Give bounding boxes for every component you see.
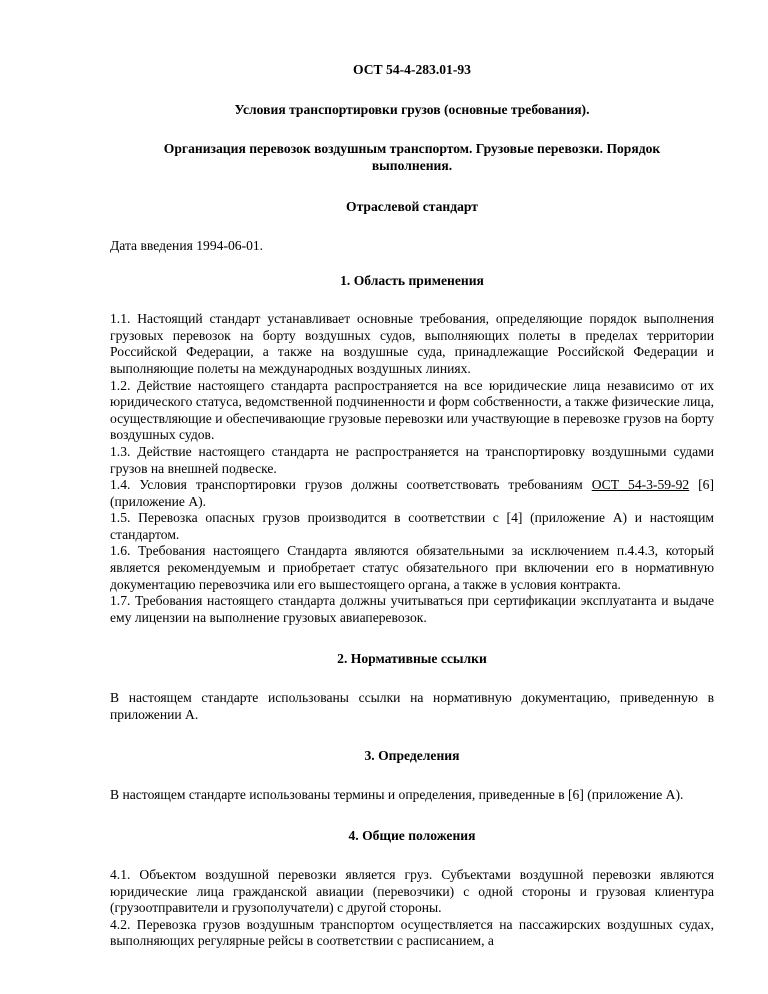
paragraph-3: В настоящем стандарте использованы термины и определения, приведенные в [6] (приложение А). [110, 786, 684, 802]
section-1-body [110, 311, 714, 626]
paragraph-1-2: 1.2. Действие настоящего стандарта распространяется на все юридические лица независимо от их юридического статуса, ведомственной подчиненности и форм собственности, а также физические лица, осуществляющие и обеспечивающие грузовые перевозки или участвующие в перевозке грузов на борту воздушных судов. [110, 377, 714, 443]
document-org-title: Организация перевозок воздушным транспортом. Грузовые перевозки. Порядок выполнения. [163, 141, 661, 173]
document-subtitle: Условия транспортировки грузов (основные требования). [234, 101, 590, 117]
document-page [110, 62, 714, 950]
section-2-body [110, 690, 714, 723]
paragraph-1-3: 1.3. Действие настоящего стандарта не распространяется на транспортировку воздушными судами грузов на внешней подвеске. [110, 443, 714, 476]
paragraph-1-6: 1.6. Требования настоящего Стандарта являются обязательными за исключением п.4.4.3, который является рекомендуемым и приобретает статус обязательного при включении его в нормативную документацию перевозчика или его вышестоящего органа, а также в условия контракта. [110, 543, 714, 592]
section-2-title: 2. Нормативные ссылки [337, 651, 487, 667]
section-3-title: 3. Определения [364, 748, 460, 764]
paragraph-1-4-text: 1.4. Условия транспортировки грузов должны соответствовать требованиям [110, 477, 592, 493]
paragraph-1-4-tail: [6] (приложение А). [110, 477, 715, 509]
section-1-title: 1. Область применения [340, 272, 484, 288]
date-intro: Дата введения 1994-06-01. [110, 237, 264, 253]
section-3-body [110, 787, 714, 804]
section-4-body [110, 867, 714, 950]
standard-type: Отраслевой стандарт [346, 199, 478, 215]
paragraph-1-1: 1.1. Настоящий стандарт устанавливает основные требования, определяющие порядок выполнения грузовых перевозок на борту воздушных судов, выполняющих полеты в пределах территории Российской Федерации, а также на воздушные суда, принадлежащие Российской Федерации и выполняющие полеты на международных воздушных линиях. [110, 311, 714, 376]
paragraph-1-7: 1.7. Требования настоящего стандарта должны учитываться при сертификации эксплуатанта и выдаче ему лицензии на выполнение грузовых авиаперевозок. [110, 593, 714, 625]
paragraph-1-5: 1.5. Перевозка опасных грузов производится в соответствии с [4] (приложение А) и настоящим стандартом. [110, 510, 714, 542]
paragraph-4-1: 4.1. Объектом воздушной перевозки является груз. Субъектами воздушной перевозки являются юридические лица гражданской авиации (перевозчики) с одной стороны и грузовая клиентура (грузоотправители и грузополучатели) с другой стороны. [110, 867, 714, 916]
paragraph-4-2: 4.2. Перевозка грузов воздушным транспортом осуществляется на пассажирских воздушных судах, выполняющих регулярные рейсы в соответствии с расписанием, а [110, 916, 714, 949]
paragraph-1-4 [110, 477, 714, 510]
section-4-title: 4. Общие положения [348, 828, 476, 844]
document-code: ОСТ 54-4-283.01-93 [353, 62, 471, 77]
paragraph-2: В настоящем стандарте использованы ссылки на нормативную документацию, приведенную в приложении А. [110, 690, 714, 722]
ost-54-3-59-92-link[interactable]: ОСТ 54-3-59-92 [591, 477, 690, 493]
